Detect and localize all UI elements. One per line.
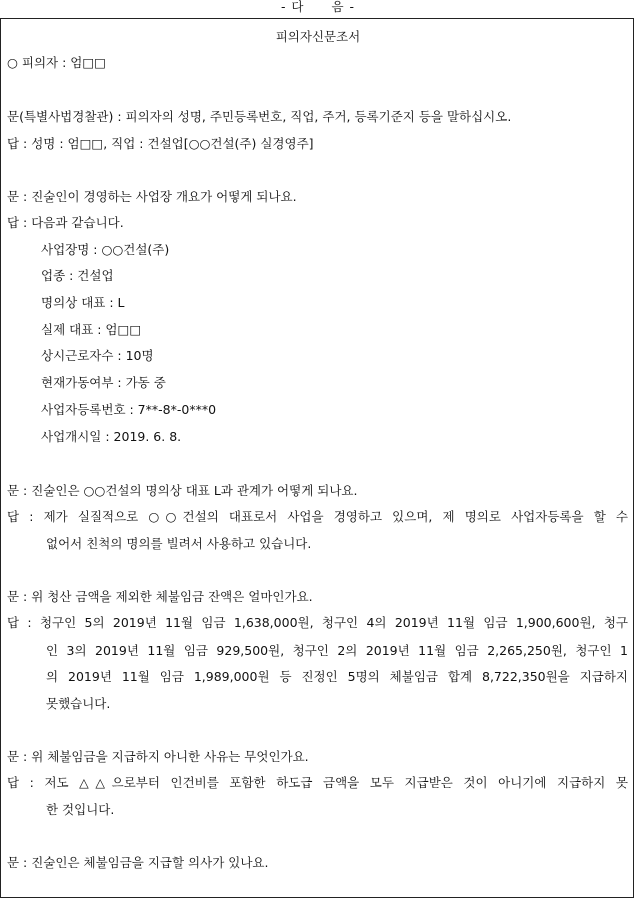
- business-type: 업종 : 건설업: [41, 268, 114, 283]
- answer-4-line-1: 답 : 청구인 5의 2019년 11월 임금 1,638,000원, 청구인 4의 2019년 11월 임금 1,900,600원, 청구: [7, 615, 628, 630]
- operation-status: 현재가동여부 : 가동 중: [41, 375, 166, 390]
- answer-5-line-2: 한 것입니다.: [46, 802, 115, 817]
- answer-4-line-2: 인 3의 2019년 11월 임금 929,500원, 청구인 2의 2019년 11월 임금 2,265,250원, 청구인 1: [46, 643, 628, 658]
- nominal-representative: 명의상 대표 : L: [41, 295, 125, 310]
- actual-representative: 실제 대표 : 엄□□: [41, 322, 142, 337]
- question-6: 문 : 진술인은 체불임금을 지급할 의사가 있나요.: [7, 855, 269, 870]
- answer-4-line-3: 의 2019년 11월 임금 1,989,000원 등 진정인 5명의 체불임금 합계 8,722,350원을 지급하지: [46, 669, 628, 684]
- document-header: - 다 음 -: [280, 0, 356, 14]
- answer-2: 답 : 다음과 같습니다.: [7, 215, 124, 230]
- question-4: 문 : 위 청산 금액을 제외한 체불임금 잔액은 얼마인가요.: [7, 589, 313, 604]
- document-title: 피의자신문조서: [275, 29, 361, 44]
- answer-1: 답 : 성명 : 엄□□, 직업 : 건설업[○○건설(주) 실경영주]: [7, 136, 314, 151]
- question-3: 문 : 진술인은 ○○건설의 명의상 대표 L과 관계가 어떻게 되나요.: [7, 483, 358, 498]
- answer-3-line-1: 답 : 제가 실질적으로 ○○건설의 대표로서 사업을 경영하고 있으며, 제 명의로 사업자등록을 할 수: [7, 509, 628, 524]
- employee-count: 상시근로자수 : 10명: [41, 348, 154, 363]
- question-5: 문 : 위 체불임금을 지급하지 아니한 사유는 무엇인가요.: [7, 749, 309, 764]
- start-date: 사업개시일 : 2019. 6. 8.: [41, 429, 182, 444]
- question-2: 문 : 진술인이 경영하는 사업장 개요가 어떻게 되나요.: [7, 189, 297, 204]
- answer-5-line-1: 답 : 저도 △△으로부터 인건비를 포함한 하도급 금액을 모두 지급받은 것이 아니기에 지급하지 못: [7, 775, 628, 790]
- answer-4-line-4: 못했습니다.: [46, 696, 111, 711]
- question-1: 문(특별사법경찰관) : 피의자의 성명, 주민등록번호, 직업, 주거, 등록기준지 등을 말하십시오.: [7, 109, 512, 124]
- suspect-line: ○ 피의자 : 엄□□: [7, 55, 106, 70]
- answer-3-line-2: 없어서 친척의 명의를 빌려서 사용하고 있습니다.: [46, 536, 312, 551]
- business-name: 사업장명 : ○○건설(주): [41, 242, 170, 257]
- registration-number: 사업자등록번호 : 7**-8*-0***0: [41, 402, 217, 417]
